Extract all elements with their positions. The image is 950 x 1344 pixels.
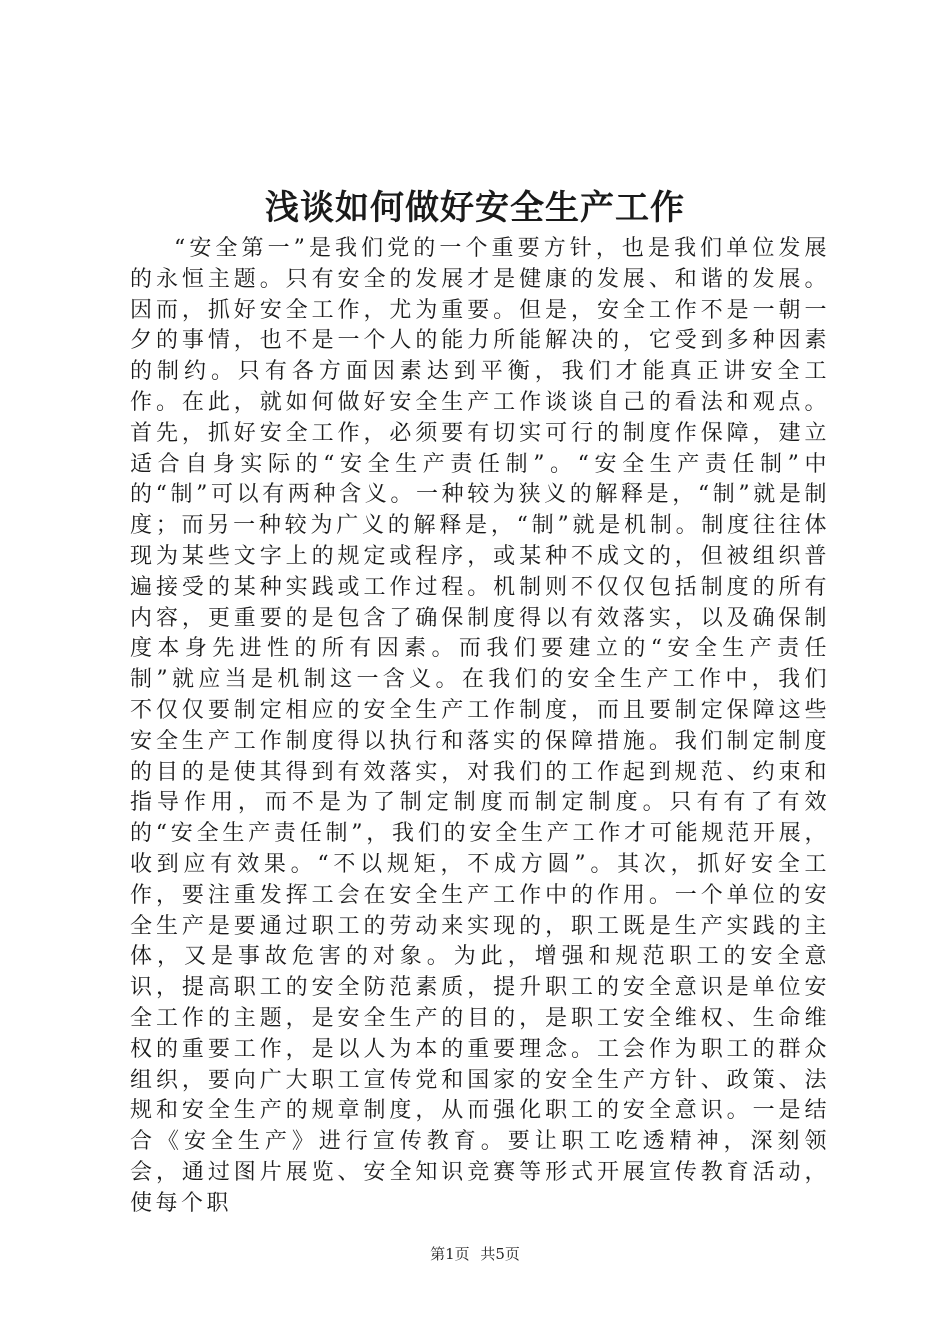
page-footer — [0, 1244, 950, 1264]
document-body-paragraph: “安全第一”是我们党的一个重要方针，也是我们单位发展的永恒主题。只有安全的发展才是健康的发展、和谐的发展。因而，抓好安全工作，尤为重要。但是，安全工作不是一朝一夕的事情，也不是一个人的能力所能解决的，它受到多种因素的制约。只有各方面因素达到平衡，我们才能真正讲安全工作。在此，就如何做好安全生产工作谈谈自己的看法和观点。首先，抓好安全工作，必须要有切实可行的制度作保障，建立适合自身实际的“安全生产责任制”。“安全生产责任制”中的“制”可以有两种含义。一种较为狭义的解释是，“制”就是制度；而另一种较为广义的解释是，“制”就是机制。制度往往体现为某些文字上的规定或程序，或某种不成文的，但被组织普遍接受的某种实践或工作过程。机制则不仅仅包括制度的所有内容，更重要的是包含了确保制度得以有效落实，以及确保制度本身先进性的所有因素。而我们要建立的“安全生产责任制”就应当是机制这一含义。在我们的安全生产工作中，我们不仅仅要制定相应的安全生产工作制度，而且要制定保障这些安全生产工作制度得以执行和落实的保障措施。我们制定制度的目的是使其得到有效落实，对我们的工作起到规范、约束和指导作用，而不是为了制定制度而制定制度。只有有了有效的“安全生产责任制”，我们的安全生产工作才可能规范开展，收到应有效果。“不以规矩，不成方圆”。其次，抓好安全工作，要注重发挥工会在安全生产工作中的作用。一个单位的安全生产是要通过职工的劳动来实现的，职工既是生产实践的主体，又是事故危害的对象。为此，增强和规范职工的安全意识，提高职工的安全防范素质，提升职工的安全意识是单位安全工作的主题，是安全生产的目的，是职工安全维权、生命维权的重要工作，是以人为本的重要理念。工会作为职工的群众组织，要向广大职工宣传党和国家的安全生产方针、政策、法规和安全生产的规章制度，从而强化职工的安全意识。一是结合《安全生产》进行宣传教育。要让职工吃透精神，深刻领会，通过图片展览、安全知识竞赛等形式开展宣传教育活动，使每个职 — [130, 236, 830, 1216]
page-total: 共5页 — [480, 1245, 520, 1263]
page-number: 第1页 — [430, 1245, 470, 1263]
document-title: 浅谈如何做好安全生产工作 — [265, 188, 685, 228]
